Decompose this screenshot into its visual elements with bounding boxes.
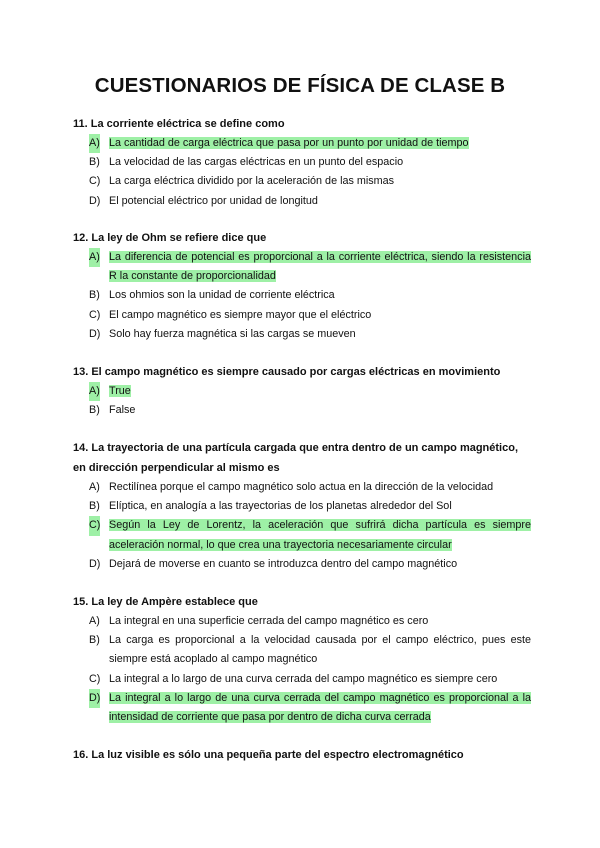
option-a xyxy=(89,134,531,153)
option-label: A) xyxy=(89,481,100,493)
question-text: 11. La corriente eléctrica se define como xyxy=(73,118,285,130)
option-text: El campo magnético es siempre mayor que el eléctrico xyxy=(109,308,372,321)
option-label: B) xyxy=(89,404,100,417)
option-label: D) xyxy=(89,689,100,708)
option-text: La velocidad de las cargas eléctricas en un punto del espacio xyxy=(109,156,404,169)
options-list xyxy=(73,612,531,727)
option-text: La carga es proporcional a la velocidad causada por el campo eléctrico, pues este siempre está acoplado al campo magnético xyxy=(109,634,531,666)
option-text: Solo hay fuerza magnética si las cargas se mueven xyxy=(109,327,356,340)
option-b xyxy=(89,286,531,305)
option-label: A) xyxy=(89,248,100,267)
option-c xyxy=(89,516,531,554)
option-text: Según la Ley de Lorentz, la aceleración que sufrirá dicha partícula es siempre aceleración normal, lo que crea una trayectoria necesariamente circular xyxy=(109,519,531,551)
question-text: 12. La ley de Ohm se refiere dice que xyxy=(73,232,267,244)
option-c xyxy=(89,306,531,325)
option-label: C) xyxy=(89,308,101,321)
option-a xyxy=(89,478,531,497)
options-list xyxy=(73,382,531,420)
option-text: Elíptica, en analogía a las trayectorias de los planetas alrededor del Sol xyxy=(109,500,452,513)
question-15 xyxy=(73,592,531,727)
option-d xyxy=(89,689,531,727)
options-list xyxy=(73,134,531,211)
option-label: A) xyxy=(89,615,100,627)
options-list xyxy=(73,478,531,574)
question-11 xyxy=(73,114,531,211)
option-label: B) xyxy=(89,156,100,169)
option-a xyxy=(89,382,531,401)
option-b xyxy=(89,631,531,669)
option-text: El potencial eléctrico por unidad de longitud xyxy=(109,194,318,207)
option-label: A) xyxy=(89,134,100,153)
option-label: B) xyxy=(89,634,100,647)
question-12 xyxy=(73,228,531,344)
option-label: D) xyxy=(89,194,101,207)
option-label: A) xyxy=(89,382,100,401)
option-label: D) xyxy=(89,557,101,570)
option-text: Dejará de moverse en cuanto se introduzca dentro del campo magnético xyxy=(109,557,458,570)
option-label: D) xyxy=(89,327,101,340)
page-title: CUESTIONARIOS DE FÍSICA DE CLASE B xyxy=(94,74,506,97)
option-text: Los ohmios son la unidad de corriente eléctrica xyxy=(109,289,335,302)
option-label: C) xyxy=(89,672,101,685)
option-b xyxy=(89,153,531,172)
option-label: C) xyxy=(89,516,100,535)
option-c xyxy=(89,670,531,689)
option-b xyxy=(89,401,531,420)
option-text: La integral a lo largo de una curva cerrada del campo magnético es siempre cero xyxy=(109,672,498,685)
option-text: La carga eléctrica dividido por la aceleración de las mismas xyxy=(109,175,395,188)
option-d xyxy=(89,325,531,344)
question-13 xyxy=(73,362,531,420)
question-14 xyxy=(73,438,531,574)
option-b xyxy=(89,497,531,516)
option-text: La diferencia de potencial es proporcional a la corriente eléctrica, siendo la resistencia R la constante de proporcionalidad xyxy=(109,251,531,283)
option-label: B) xyxy=(89,289,100,302)
option-d xyxy=(89,555,531,574)
option-d xyxy=(89,192,531,211)
option-label: C) xyxy=(89,175,101,188)
question-text: 15. La ley de Ampère establece que xyxy=(73,596,258,608)
option-a xyxy=(89,248,531,286)
option-c xyxy=(89,172,531,191)
question-text: 16. La luz visible es sólo una pequeña parte del espectro electromagnético xyxy=(73,749,464,761)
option-text: Rectilínea porque el campo magnético solo actua en la dirección de la velocidad xyxy=(109,481,494,493)
option-text: La cantidad de carga eléctrica que pasa por un punto por unidad de tiempo xyxy=(109,137,469,149)
question-text: 13. El campo magnético es siempre causado por cargas eléctricas en movimiento xyxy=(73,366,501,378)
question-text: 14. La trayectoria de una partícula cargada que entra dentro de un campo magnético, en dirección perpendicular al mismo es xyxy=(73,442,519,474)
option-label: B) xyxy=(89,500,100,513)
option-text: La integral en una superficie cerrada del campo magnético es cero xyxy=(109,615,429,627)
option-text: La integral a lo largo de una curva cerrada del campo magnético es proporcional a la intensidad de corriente que pasa por dentro de dicha curva cerrada xyxy=(109,691,531,724)
option-text: False xyxy=(109,404,136,417)
options-list xyxy=(73,248,531,344)
option-a xyxy=(89,612,531,631)
option-text: True xyxy=(109,385,131,397)
question-16 xyxy=(73,745,531,765)
